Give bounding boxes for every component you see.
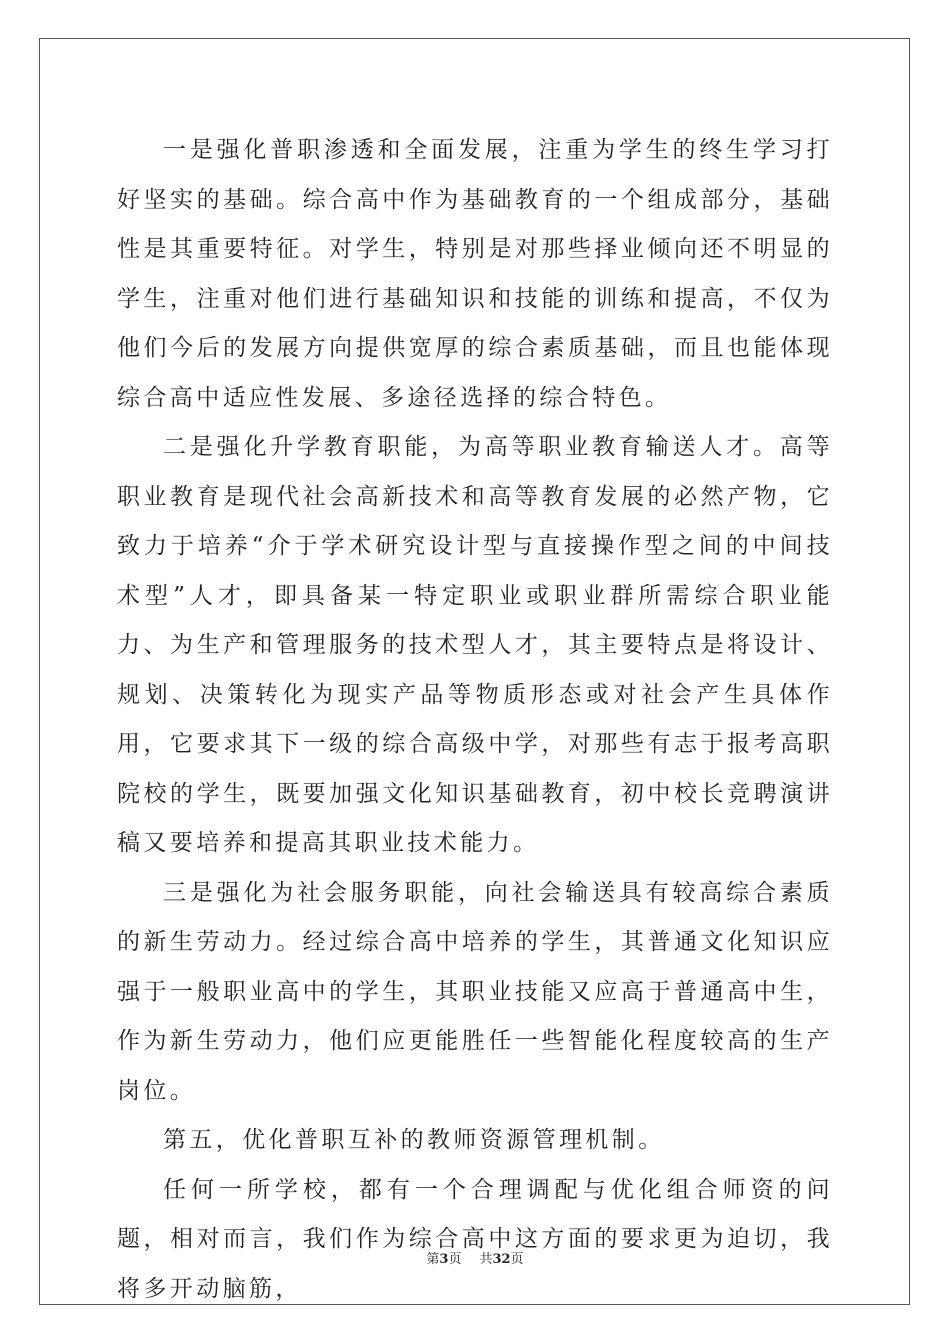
paragraph-2: 二是强化升学教育职能，为高等职业教育输送人才。高等职业教育是现代社会高新技术和高等教育发展的必然产物，它致力于培养“介于学术研究设计型与直接操作型之间的中间技术型”人才，即具备某一特定职业或职业群所需综合职业能力、为生产和管理服务的技术型人才，其主要特点是将设计、规划、决策转化为现实产品等物质形态或对社会产生具体作用，它要求其下一级的综合高级中学，对那些有志于报考高职院校的学生，既要加强文化知识基础教育，初中校长竞聘演讲稿又要培养和提高其职业技术能力。 — [117, 434, 833, 856]
paragraph-1: 一是强化普职渗透和全面发展，注重为学生的终生学习打好坚实的基础。综合高中作为基础教育的一个组成部分，基础性是其重要特征。对学生，特别是对那些择业倾向还不明显的学生，注重对他们进行基础知识和技能的训练和提高，不仅为他们今后的发展方向提供宽厚的综合素质基础，而且也能体现综合高中适应性发展、多途径选择的综合特色。 — [117, 137, 833, 411]
page-footer — [0, 1248, 950, 1267]
paragraph-5: 任何一所学校，都有一个合理调配与优化组合师资的问题，相对而言，我们作为综合高中这方面的要求更为迫切，我将多开动脑筋， — [117, 1176, 833, 1302]
paragraph-3: 三是强化为社会服务职能，向社会输送具有较高综合素质的新生劳动力。经过综合高中培养的学生，其普通文化知识应强于一般职业高中的学生，其职业技能又应高于普通高中生，作为新生劳动力，他们应更能胜任一些智能化程度较高的生产岗位。 — [117, 879, 833, 1104]
document-body — [117, 126, 833, 1314]
page-prefix: 第 — [426, 1252, 440, 1267]
total-prefix: 共 — [479, 1252, 493, 1267]
total-pages: 32 — [492, 1252, 511, 1267]
page-suffix: 页 — [448, 1252, 462, 1267]
paragraph-4: 第五，优化普职互补的教师资源管理机制。 — [163, 1127, 665, 1153]
total-suffix: 页 — [510, 1252, 524, 1267]
page-number: 3 — [439, 1252, 449, 1267]
